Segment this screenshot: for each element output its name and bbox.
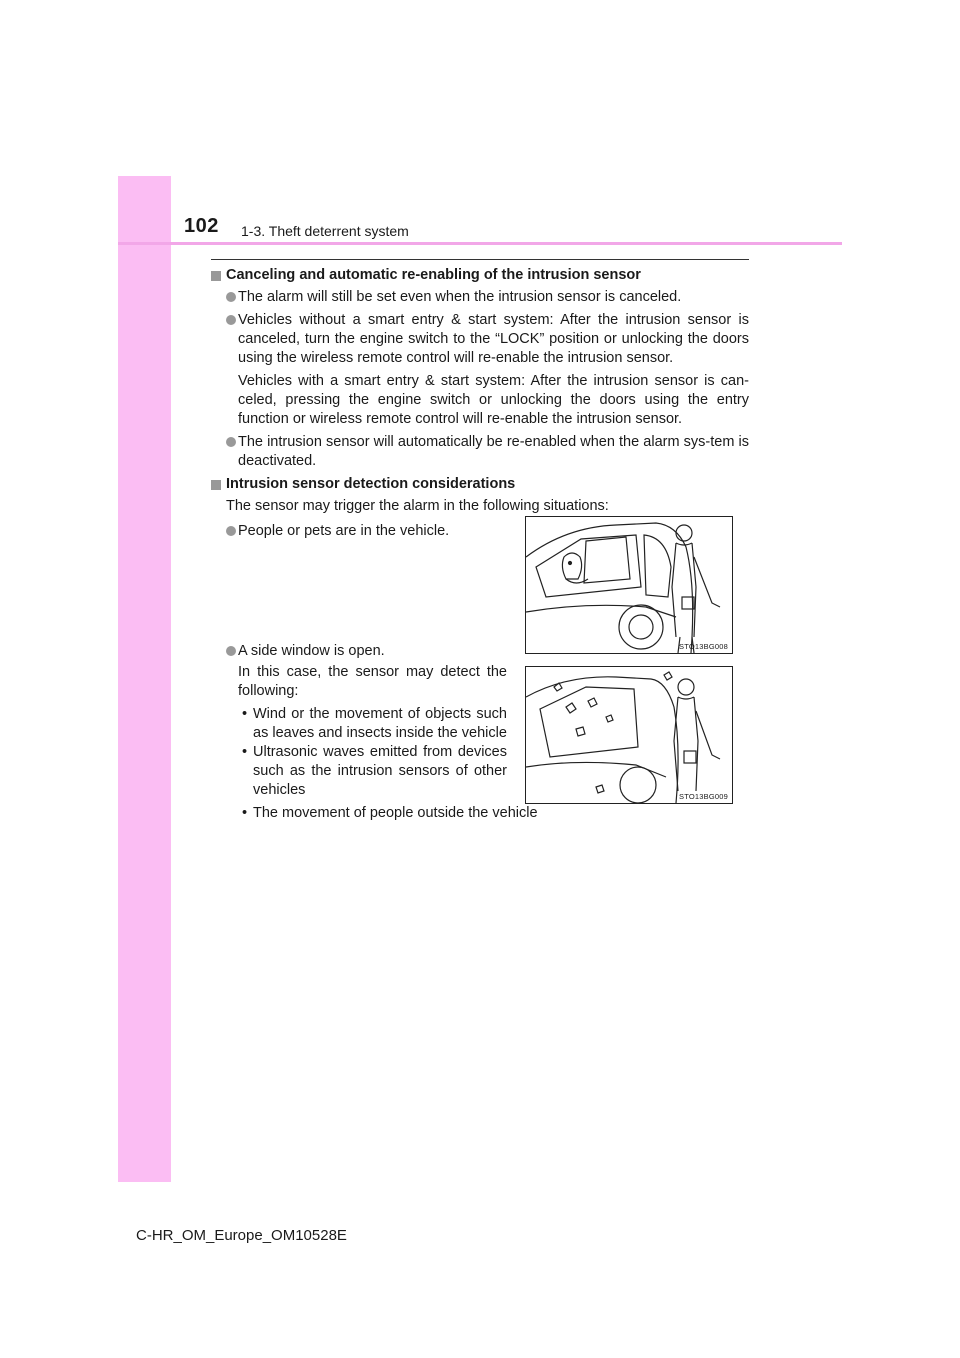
square-icon xyxy=(211,271,221,281)
illustration-window-open xyxy=(525,666,733,804)
bullet-text: The alarm will still be set even when the intrusion sensor is canceled. xyxy=(238,289,682,305)
figure-code: STO13BG009 xyxy=(679,792,728,801)
document-footer: C-HR_OM_Europe_OM10528E xyxy=(136,1227,347,1244)
bullet-text: Vehicles without a smart entry & start system: After the intrusion sensor is canceled, turn the engine switch to the “LOCK” position or unlocking the doors using the wireless remote control will re-enable the intrusion sensor. xyxy=(238,312,749,366)
header-rule xyxy=(118,242,842,245)
paragraph: In this case, the sensor may detect the following: xyxy=(238,664,507,699)
circle-bullet-icon xyxy=(226,315,236,325)
sub-bullet-mark: • xyxy=(242,706,248,722)
car-window-illustration xyxy=(526,667,732,803)
sub-bullet-mark: • xyxy=(242,805,248,821)
heading-text: Canceling and automatic re-enabling of the intrusion sensor xyxy=(226,267,641,283)
circle-bullet-icon xyxy=(226,526,236,536)
square-icon xyxy=(211,480,221,490)
circle-bullet-icon xyxy=(226,292,236,302)
bullet-text: People or pets are in the vehicle. xyxy=(238,523,450,539)
figure-code: STO13BG008 xyxy=(679,642,728,651)
bullet-text: A side window is open. xyxy=(238,643,385,659)
intro-text: The sensor may trigger the alarm in the following situations: xyxy=(226,498,609,514)
list-item-text: Wind or the movement of objects such as leaves and insects inside the vehicle xyxy=(253,706,507,741)
bullet-item xyxy=(211,288,749,307)
page-number: 102 xyxy=(184,215,219,237)
paragraph: Vehicles with a smart entry & start system: After the intrusion sensor is can-celed, pressing the engine switch or unlocking the doors using the entry function or wireless remote control will re-enable the intrusion sensor. xyxy=(238,373,749,427)
car-pet-illustration xyxy=(526,517,732,653)
list-item xyxy=(211,804,749,823)
list-item xyxy=(211,743,507,800)
heading-text: Intrusion sensor detection considerations xyxy=(226,476,516,492)
illustration-pet-in-vehicle xyxy=(525,516,733,654)
list-item xyxy=(211,705,507,743)
bullet-item xyxy=(211,433,749,471)
section-heading xyxy=(211,266,749,285)
circle-bullet-icon xyxy=(226,437,236,447)
list-item-text: Ultrasonic waves emitted from devices such as the intrusion sensors of other vehicles xyxy=(253,744,507,798)
section-heading xyxy=(211,475,749,494)
list-item-text: The movement of people outside the vehicle xyxy=(253,805,538,821)
bullet-item xyxy=(211,522,534,541)
sub-bullet-mark: • xyxy=(242,744,248,760)
bullet-item xyxy=(211,311,749,368)
bullet-item xyxy=(211,642,534,661)
circle-bullet-icon xyxy=(226,646,236,656)
section-title: 1-3. Theft deterrent system xyxy=(241,223,409,239)
bullet-text: The intrusion sensor will automatically be re-enabled when the alarm sys-tem is deactivated. xyxy=(238,434,749,469)
content-top-rule xyxy=(211,259,749,260)
side-tab xyxy=(118,176,171,1182)
